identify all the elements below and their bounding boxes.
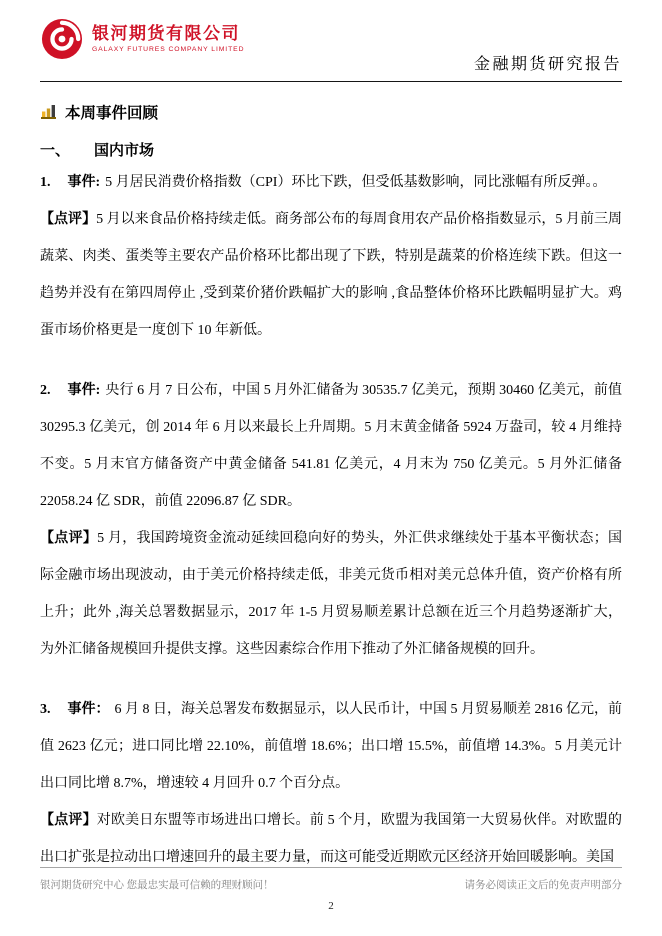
event-number: 2. — [40, 383, 51, 398]
comment-paragraph — [40, 520, 622, 668]
subsection-number: 一、 — [40, 143, 71, 159]
page-header — [40, 18, 622, 76]
section-heading — [40, 101, 622, 123]
report-body — [40, 101, 622, 876]
event-label — [40, 702, 110, 717]
footer-disclaimer: 请务必阅读正文后的免责声明部分 — [464, 880, 622, 891]
page-footer — [40, 867, 622, 912]
comment-text: 5 月以来食品价格持续走低。商务部公布的每周食用农产品价格指数显示，5 月前三周蔬菜、肉类、蛋类等主要农产品价格环比都出现了下跌，特别是蔬菜的价格连续下跌。但这一趋势并没有在第四周停止 ,受到菜价猪价跌幅扩大的影响 ,食品整体价格环比跌幅明显扩大。鸡蛋市场价格更是一度创下 10 年新低。 — [40, 212, 623, 338]
event-label — [40, 383, 100, 398]
event-number: 3. — [40, 702, 51, 717]
comment-label: 【点评】 — [40, 531, 98, 546]
comment-text: 对欧美日东盟等市场进出口增长。前 5 个月，欧盟为我国第一大贸易伙伴。对欧盟的出口扩张是拉动出口增速回升的最主要力量，而这可能受近期欧元区经济开始回暖影响。美国 — [40, 813, 622, 865]
event-text: 5 月居民消费价格指数（CPI）环比下跌，但受低基数影响，同比涨幅有所反弹。。 — [105, 175, 607, 190]
event-number: 1. — [40, 175, 51, 190]
header-divider — [40, 81, 622, 82]
subsection-title: 国内市场 — [94, 143, 155, 159]
subsection-heading — [40, 139, 622, 160]
comment-paragraph — [40, 201, 622, 349]
comment-text: 5 月，我国跨境资金流动延续回稳向好的势头，外汇供求继续处于基本平衡状态；国际金融市场出现波动，由于美元价格持续走低，非美元货币相对美元总体升值，资产价格有所上升；此外 ,海关总署数据显示，2017 年 1-5 月贸易顺差累计总额在近三个月趋势逐渐扩大，为外汇储备规模回升提供支撑。这些因素综合作用下推动了外汇储备规模的回升。 — [40, 531, 623, 657]
footer-divider — [40, 867, 622, 868]
report-type-title: 金融期货研究报告 — [473, 56, 622, 73]
event-label-text: 事件: — [67, 383, 101, 398]
galaxy-swirl-icon — [40, 18, 84, 60]
comment-label: 【点评】 — [40, 212, 97, 227]
event-label-text: 事件： — [67, 702, 110, 717]
footer-row — [40, 877, 622, 892]
company-logo-text — [92, 25, 244, 54]
comment-label: 【点评】 — [40, 813, 97, 828]
footer-slogan: 银河期货研究中心 您最忠实最可信赖的理财顾问！ — [40, 880, 274, 891]
comment-paragraph — [40, 802, 622, 876]
event-text: 6 月 8 日，海关总署发布数据显示，以人民币计，中国 5 月贸易顺差 2816 亿元，前值 2623 亿元；进口同比增 22.10%，前值增 18.6%；出口增 15.5%，前值增 14.3%。5 月美元计出口同比增 8.7%，增速较 4 月回升 0.7 个百分点。 — [40, 702, 622, 791]
company-logo — [40, 18, 244, 60]
event-paragraph — [40, 691, 622, 802]
event-paragraph — [40, 372, 622, 520]
bar-chart-icon — [40, 104, 57, 120]
event-label-text: 事件: — [67, 175, 101, 190]
company-name: 银河期货有限公司 — [92, 23, 240, 43]
company-name-en: GALAXY FUTURES COMPANY LIMITED — [92, 46, 245, 54]
event-paragraph — [40, 164, 622, 201]
event-text: 央行 6 月 7 日公布，中国 5 月外汇储备为 30535.7 亿美元，预期 30460 亿美元，前值 30295.3 亿美元，创 2014 年 6 月以来最长上升周期。5 月末黄金储备 5924 万盎司，较 4 月维持不变。5 月末官方储备资产中黄金储备 541.81 亿美元，4 月末为 750 亿美元。5 月外汇储备 22058.24 亿 SDR，前值 22096.87 亿 SDR。 — [40, 383, 622, 509]
page-number: 2 — [328, 900, 334, 912]
section-title: 本周事件回顾 — [65, 105, 159, 122]
event-label — [40, 175, 100, 190]
